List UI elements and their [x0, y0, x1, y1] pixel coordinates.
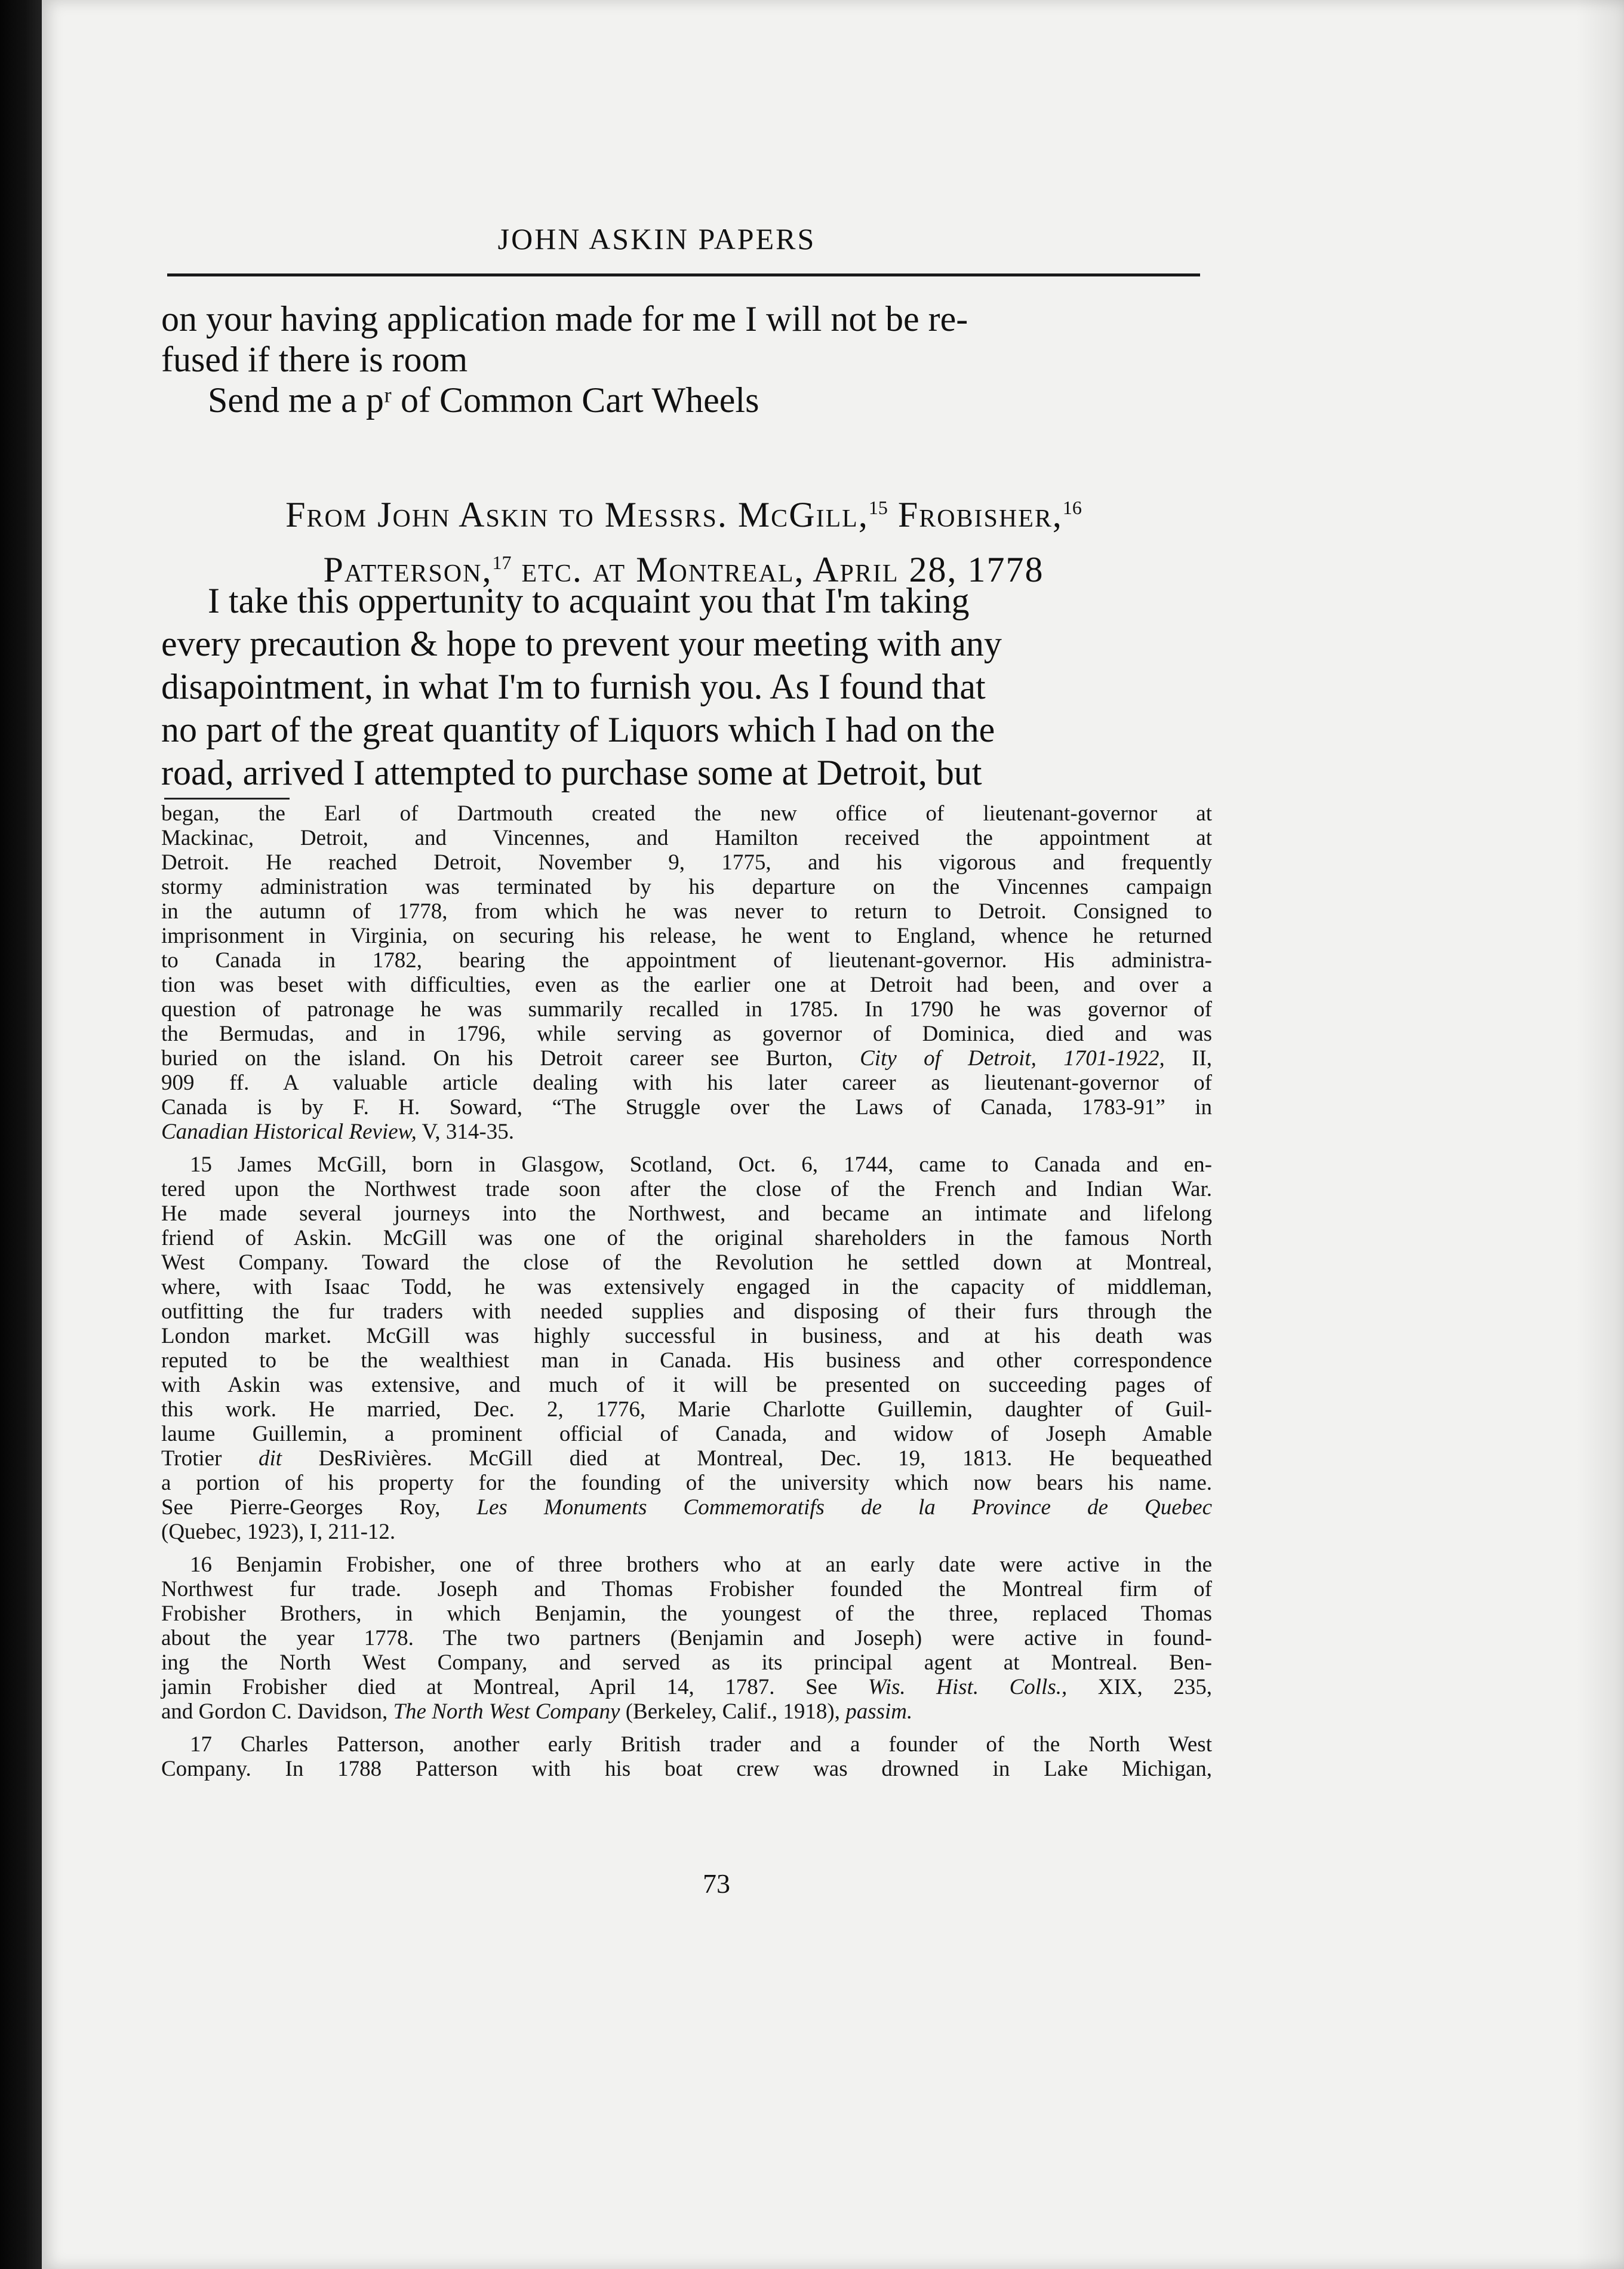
- footnote-line: Company. In 1788 Patterson with his boat crew was drowned in Lake Michigan,: [161, 1757, 1212, 1781]
- footnote-line: began, the Earl of Dartmouth created the new office of lieutenant-governor at: [161, 801, 1212, 826]
- footnote-line: friend of Askin. McGill was one of the original shareholders in the famous North: [161, 1226, 1212, 1250]
- footnote-line: [161, 1495, 1212, 1520]
- footnote-line: 15 James McGill, born in Glasgow, Scotland, Oct. 6, 1744, came to Canada and en-: [190, 1152, 1212, 1177]
- page-number: 73: [703, 1868, 730, 1899]
- text-line: I take this oppertunity to acquaint you that I'm taking: [208, 581, 970, 620]
- footnote-text: buried on the island. On his Detroit career see Burton,: [161, 1046, 860, 1071]
- footnote-line: 17 Charles Patterson, another early British trader and a founder of the North West: [190, 1732, 1212, 1757]
- footnote-line: outfitting the fur traders with needed supplies and disposing of their furs through the: [161, 1299, 1212, 1324]
- footnote-line: [161, 1120, 1212, 1144]
- footnote-line: laume Guillemin, a prominent official of Canada, and widow of Joseph Amable: [161, 1422, 1212, 1446]
- citation-title: City of Detroit, 1701-1922,: [860, 1046, 1165, 1071]
- footnote-line: about the year 1778. The two partners (Benjamin and Joseph) were active in found-: [161, 1626, 1212, 1650]
- footnote-line: Detroit. He reached Detroit, November 9, 1775, and his vigorous and frequently: [161, 850, 1212, 875]
- footnote-line: 16 Benjamin Frobisher, one of three brothers who at an early date were active in the: [190, 1552, 1212, 1577]
- footnote-ref: 15: [868, 497, 888, 518]
- scan-dark-edge: [0, 0, 42, 2269]
- citation-title: Les Monuments Commemoratifs de la Province de Quebec: [476, 1495, 1212, 1520]
- footnote-line: reputed to be the wealthiest man in Canada. His business and other correspondence: [161, 1348, 1212, 1373]
- italic-word: dit: [259, 1446, 282, 1471]
- text-line: Send me a pʳ of Common Cart Wheels: [208, 380, 759, 420]
- footnote-line: this work. He married, Dec. 2, 1776, Marie Charlotte Guillemin, daughter of Guil-: [161, 1397, 1212, 1422]
- heading-text: From John Askin to Messrs. McGill,: [285, 495, 869, 534]
- footnote-text: II,: [1164, 1046, 1212, 1071]
- footnote-line: 909 ff. A valuable article dealing with his later career as lieutenant-governor of: [161, 1071, 1212, 1095]
- footnote-line: [161, 1046, 1212, 1071]
- letter-body: [161, 579, 1206, 794]
- footnote-text: V, 314-35.: [416, 1120, 514, 1144]
- footnote-text: jamin Frobisher died at Montreal, April 14, 1787. See: [161, 1675, 868, 1699]
- footnote-line: Frobisher Brothers, in which Benjamin, the youngest of the three, replaced Thomas: [161, 1601, 1212, 1626]
- header-rule: [167, 273, 1200, 276]
- footnote-17: [161, 1732, 1212, 1781]
- footnote-text: DesRivières. McGill died at Montreal, Dec. 19, 1813. He bequeathed: [282, 1446, 1212, 1471]
- footnote-line: stormy administration was terminated by his departure on the Vincennes campaign: [161, 875, 1212, 899]
- citation-title: Wis. Hist. Colls.,: [868, 1675, 1068, 1699]
- italic-word: passim.: [845, 1699, 913, 1724]
- heading-text: etc. at Montreal, April 28, 1778: [511, 550, 1044, 589]
- heading-text: Frobisher,: [887, 495, 1063, 534]
- text-line: on your having application made for me I will not be re-: [161, 299, 968, 339]
- footnote-line: with Askin was extensive, and much of it will be presented on succeeding pages of: [161, 1373, 1212, 1397]
- footnote-line: (Quebec, 1923), I, 211-12.: [161, 1520, 396, 1544]
- footnote-line: Canada is by F. H. Soward, “The Struggle over the Laws of Canada, 1783-91” in: [161, 1095, 1212, 1120]
- footnote-line: tered upon the Northwest trade soon after the close of the French and Indian War.: [161, 1177, 1212, 1201]
- footnote-16: [161, 1552, 1212, 1724]
- footnote-text: Trotier: [161, 1446, 259, 1471]
- text-line: disapointment, in what I'm to furnish you. As I found that: [161, 667, 986, 706]
- footnote-line: ing the North West Company, and served as its principal agent at Montreal. Ben-: [161, 1650, 1212, 1675]
- footnote-text: XIX, 235,: [1067, 1675, 1212, 1699]
- footnote-line: to Canada in 1782, bearing the appointment of lieutenant-governor. His administra-: [161, 948, 1212, 973]
- footnote-line: He made several journeys into the Northwest, and became an intimate and lifelong: [161, 1201, 1212, 1226]
- footnote-ref: 16: [1062, 497, 1082, 518]
- footnote-line: Mackinac, Detroit, and Vincennes, and Hamilton received the appointment at: [161, 826, 1212, 850]
- text-line: fused if there is room: [161, 340, 468, 379]
- footnote-text: and Gordon C. Davidson,: [161, 1699, 393, 1724]
- footnote-line: where, with Isaac Todd, he was extensively engaged in the capacity of middleman,: [161, 1275, 1212, 1299]
- footnote-15: [161, 1152, 1212, 1544]
- citation-title: The North West Company: [393, 1699, 620, 1724]
- footnote-line: question of patronage he was summarily recalled in 1785. In 1790 he was governor of: [161, 997, 1212, 1022]
- footnote-line: imprisonment in Virginia, on securing his release, he went to England, whence he returned: [161, 924, 1212, 948]
- footnote-line: a portion of his property for the founding of the university which now bears his name.: [161, 1471, 1212, 1495]
- letter-heading: [161, 484, 1206, 594]
- text-line: no part of the great quantity of Liquors which I had on the: [161, 710, 995, 749]
- letter-heading-line-1: [161, 484, 1206, 539]
- footnote-line: [161, 1446, 1212, 1471]
- citation-title: Canadian Historical Review,: [161, 1120, 417, 1144]
- footnotes: [161, 801, 1212, 1781]
- footnote-text: See Pierre-Georges Roy,: [161, 1495, 477, 1520]
- footnote-line: Northwest fur trade. Joseph and Thomas Frobisher founded the Montreal firm of: [161, 1577, 1212, 1601]
- footnote-line: [161, 1699, 1212, 1724]
- footnote-line: [161, 1675, 1212, 1699]
- footnote-ref: 17: [492, 552, 512, 573]
- text-line: road, arrived I attempted to purchase some at Detroit, but: [161, 753, 982, 792]
- footnote-line: London market. McGill was highly successful in business, and at his death was: [161, 1324, 1212, 1348]
- footnote-text: (Berkeley, Calif., 1918),: [620, 1699, 846, 1724]
- footnote-line: in the autumn of 1778, from which he was never to return to Detroit. Consigned to: [161, 899, 1212, 924]
- opening-text: [161, 299, 1206, 420]
- text-line: every precaution & hope to prevent your meeting with any: [161, 624, 1002, 663]
- footnote-continuation: [161, 801, 1212, 1144]
- footnote-line: the Bermudas, and in 1796, while serving as governor of Dominica, died and was: [161, 1022, 1212, 1046]
- footnote-line: West Company. Toward the close of the Revolution he settled down at Montreal,: [161, 1250, 1212, 1275]
- heading-text: Patterson,: [323, 550, 493, 589]
- page-shadow: [1576, 0, 1624, 2269]
- running-head: JOHN ASKIN PAPERS: [497, 222, 816, 256]
- footnote-rule: [164, 798, 290, 800]
- footnote-line: tion was beset with difficulties, even as the earlier one at Detroit had been, and over a: [161, 973, 1212, 997]
